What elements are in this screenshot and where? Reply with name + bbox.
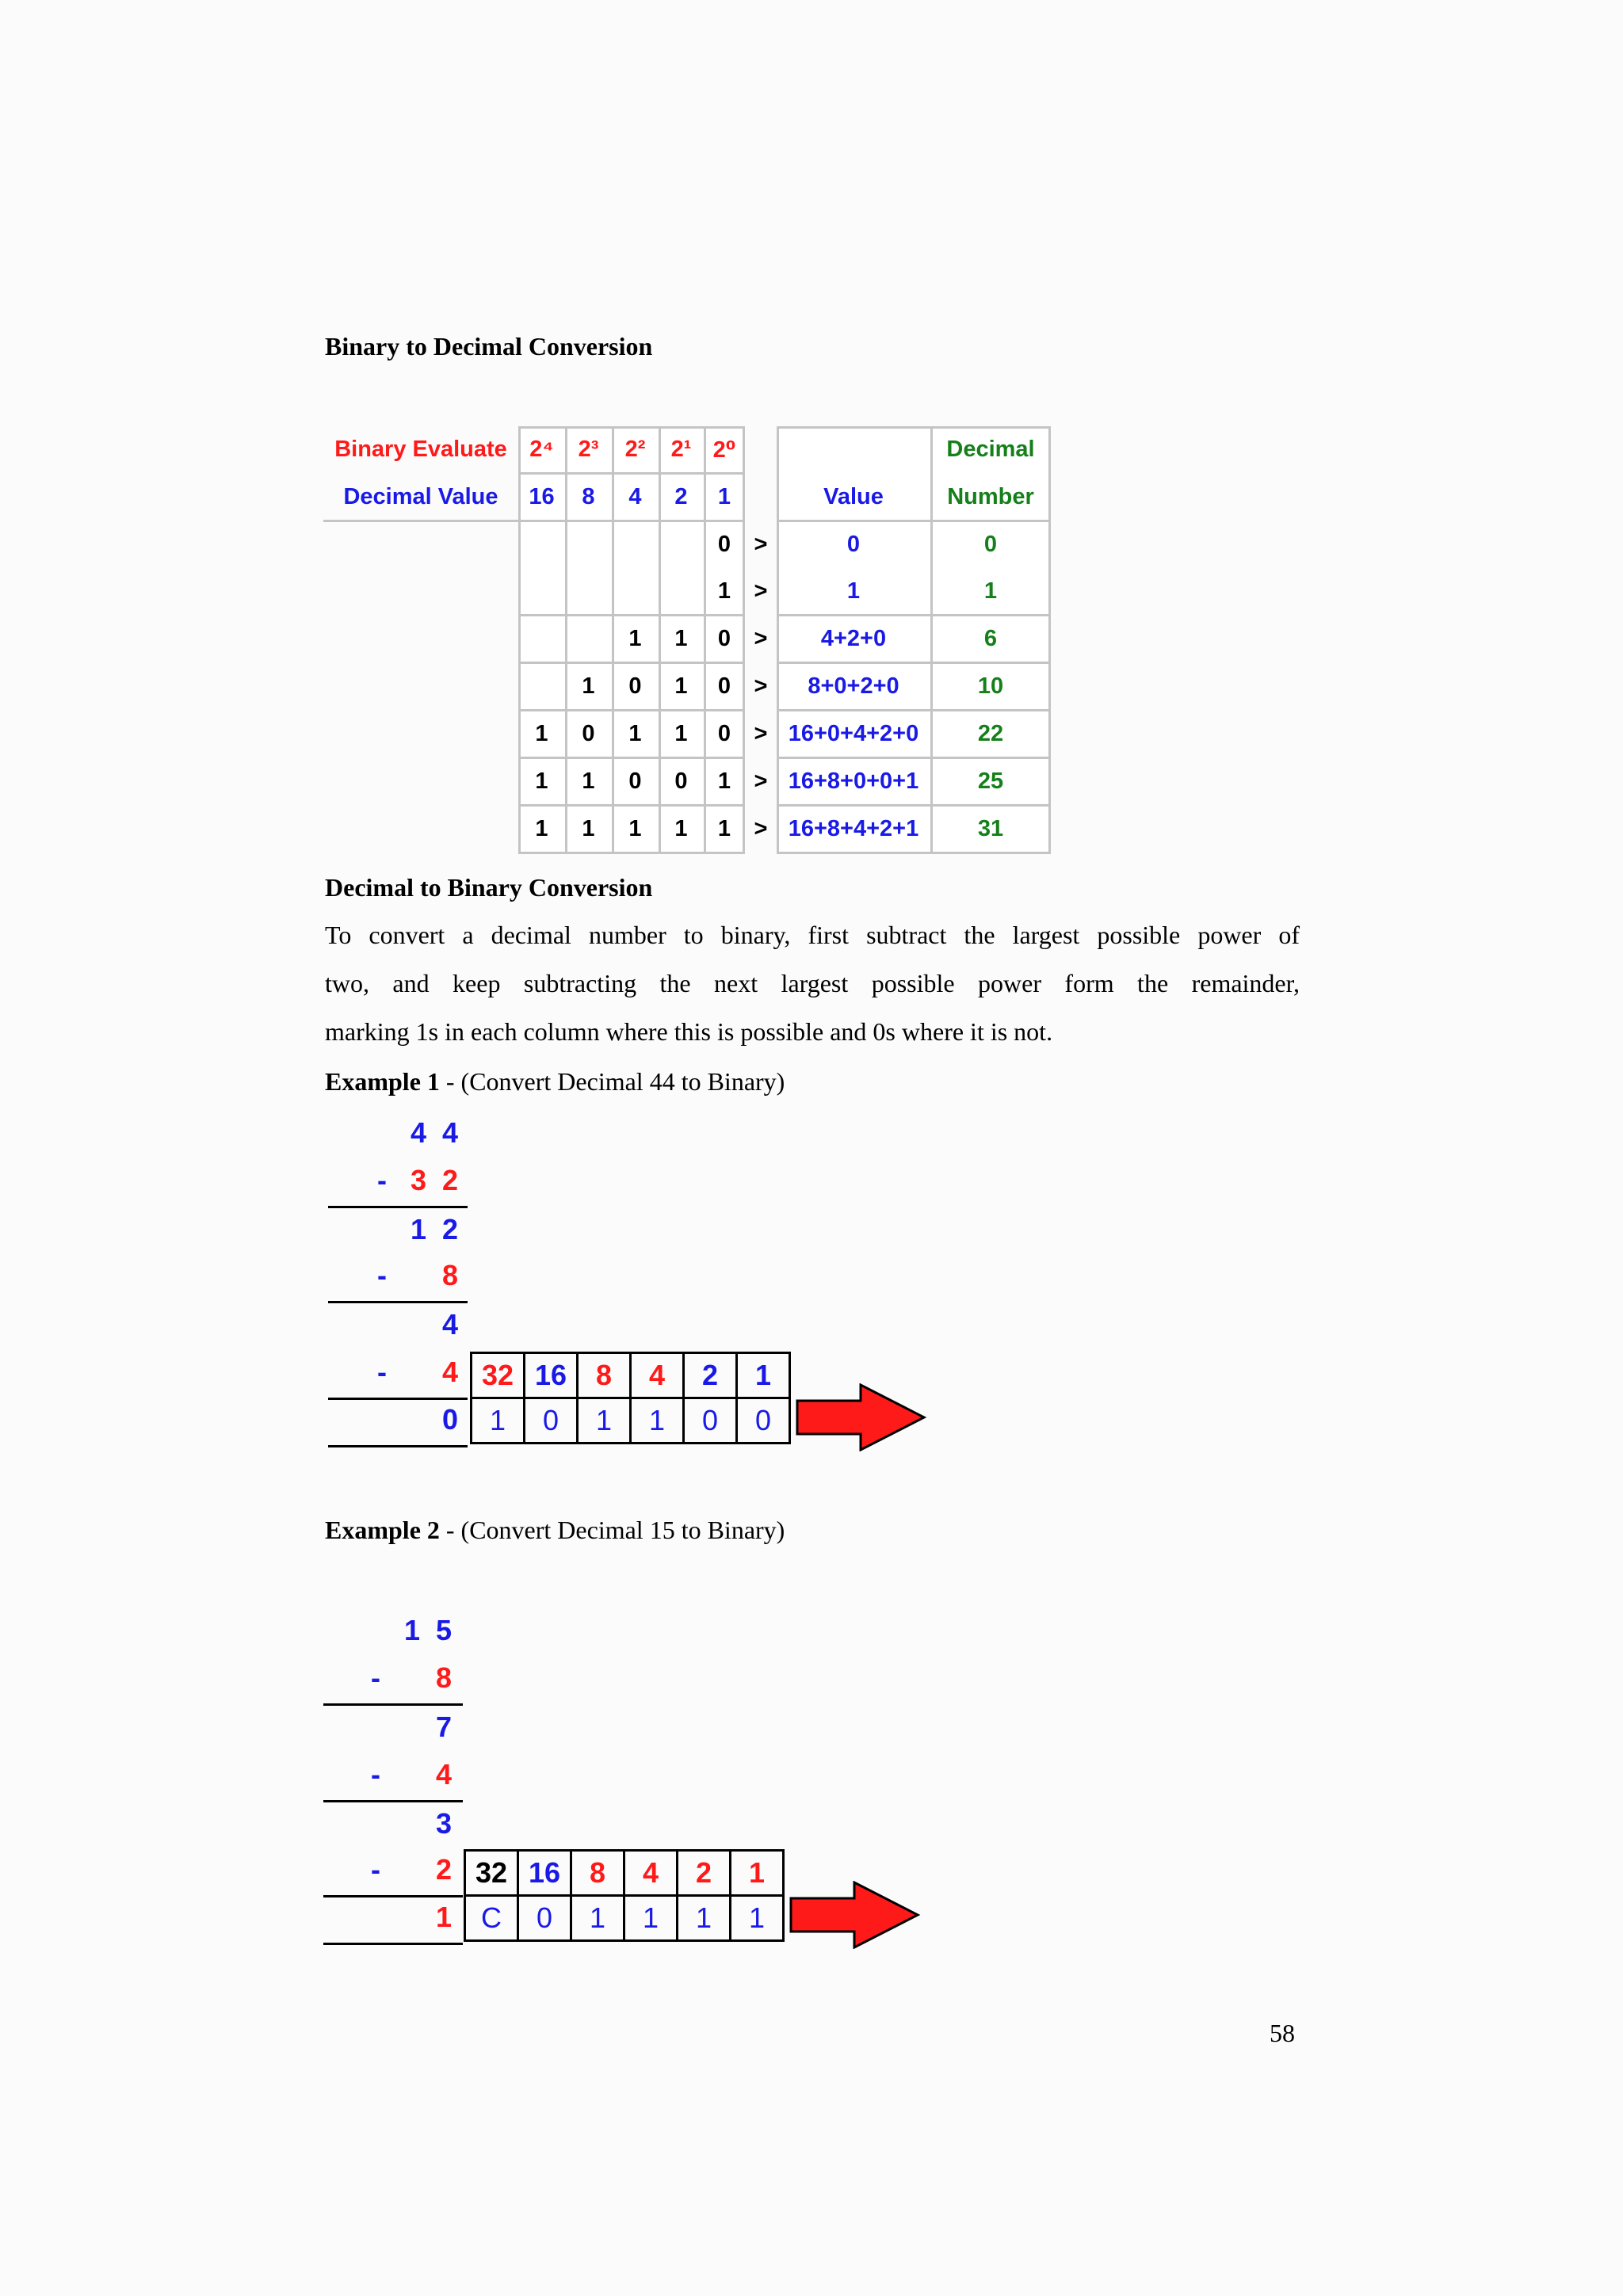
minus-sign: - (371, 1853, 380, 1886)
bit-cell: 0 (717, 673, 731, 699)
bit-cell: 0 (518, 1896, 571, 1941)
value-cell: 8+0+2+0 (808, 673, 899, 699)
decimal-cell: 10 (977, 673, 1004, 699)
value-cell: 0 (846, 531, 861, 557)
bit-cell: 1 (624, 1896, 678, 1941)
arrow-sep: > (754, 578, 768, 604)
subtraction-rule (323, 1703, 463, 1706)
bit-cell: C (465, 1896, 518, 1941)
bit-cell: 1 (628, 815, 642, 841)
place-value-cell: 16 (529, 483, 555, 509)
bit-cell: 1 (628, 625, 642, 651)
power-cell: 1 (737, 1353, 790, 1398)
bit-cell: 1 (571, 1896, 624, 1941)
bit-cell: 0 (628, 768, 642, 794)
bit-cell: 0 (628, 673, 642, 699)
power-cell: 2¹ (670, 436, 692, 462)
arrow-sep: > (754, 768, 768, 794)
right-arrow-icon (789, 1881, 924, 1949)
value-header: Value (823, 483, 884, 509)
explanation-line-3: marking 1s in each column where this is possible and 0s where it is not. (325, 1017, 1053, 1046)
bit-cell: 1 (535, 720, 548, 746)
digit: 8 (435, 1661, 453, 1694)
bit-cell: 1 (717, 578, 731, 604)
bit-cell: 1 (535, 768, 548, 794)
explanation-line-1 (325, 911, 1300, 959)
digit: 5 (435, 1614, 453, 1646)
bit-cell: 1 (582, 673, 595, 699)
subtraction-rule (328, 1301, 468, 1303)
value-cell: 1 (846, 578, 861, 604)
right-arrow-icon (796, 1383, 930, 1451)
bit-cell: 1 (628, 720, 642, 746)
decimal-cell: 1 (983, 578, 998, 604)
page-number: 58 (1270, 2019, 1295, 2047)
subtraction-rule (323, 1895, 463, 1897)
value-cell: 16+0+4+2+0 (788, 720, 919, 746)
bit-cell: 1 (731, 1896, 784, 1941)
arrow-sep: > (754, 815, 768, 841)
bit-cell: 0 (737, 1398, 790, 1444)
power-cell: 16 (525, 1353, 578, 1398)
example1-label-rest: - (Convert Decimal 44 to Binary) (439, 1067, 785, 1096)
value-cell: 16+8+4+2+1 (788, 815, 919, 841)
digit: 2 (435, 1853, 453, 1886)
digit: 3 (410, 1164, 427, 1196)
power-cell: 2 (678, 1851, 731, 1896)
digit: 7 (435, 1711, 453, 1743)
bit-cell: 1 (582, 815, 595, 841)
powers-row (472, 1353, 790, 1398)
digit: 1 (435, 1901, 453, 1933)
bit-cell: 1 (674, 815, 688, 841)
bit-cell: 1 (578, 1398, 631, 1444)
digit: 4 (441, 1308, 459, 1341)
bits-row (472, 1398, 790, 1444)
bit-cell: 0 (717, 720, 731, 746)
bit-cell: 1 (674, 673, 688, 699)
decimal-cell: 22 (977, 720, 1004, 746)
bit-cell: 0 (674, 768, 688, 794)
power-cell: 2³ (578, 436, 599, 462)
place-value-cell: 8 (582, 483, 595, 509)
power-cell: 4 (624, 1851, 678, 1896)
example2-label-rest: - (Convert Decimal 15 to Binary) (439, 1516, 785, 1544)
header-underline (323, 520, 521, 522)
minus-sign: - (377, 1164, 387, 1196)
bit-cell: 1 (582, 768, 595, 794)
example1-label (325, 1067, 785, 1097)
example2-label (325, 1516, 785, 1545)
power-cell: 2⁴ (529, 436, 554, 462)
bit-cell: 0 (684, 1398, 737, 1444)
binary-evaluate-label: Binary Evaluate (334, 436, 507, 462)
bit-cell: 1 (674, 625, 688, 651)
place-value-cell: 1 (717, 483, 731, 509)
arrow-sep: > (754, 673, 768, 699)
minus-sign: - (377, 1356, 387, 1388)
subtraction-rule (323, 1800, 463, 1802)
explanation-line-2 (325, 959, 1300, 1008)
arrow-sep: > (754, 720, 768, 746)
bit-cell: 1 (631, 1398, 684, 1444)
bit-cell: 1 (717, 815, 731, 841)
example2-worksheet (323, 1615, 926, 1947)
digit: 1 (403, 1614, 421, 1646)
digit: 4 (410, 1116, 427, 1149)
example1-worksheet (328, 1117, 930, 1450)
subtraction-rule (328, 1398, 468, 1400)
power-cell: 32 (465, 1851, 518, 1896)
decimal-value-label: Decimal Value (343, 483, 498, 509)
bit-cell: 0 (717, 531, 731, 557)
example2-bit-table (464, 1849, 785, 1942)
bit-cell: 1 (674, 720, 688, 746)
subtraction-rule (328, 1445, 468, 1447)
subtraction-rule (323, 1943, 463, 1945)
example1-label-bold: Example 1 (325, 1067, 440, 1096)
bits-row (465, 1896, 784, 1941)
arrow-sep: > (754, 531, 768, 557)
value-cell: 4+2+0 (820, 625, 887, 651)
digit: 8 (441, 1259, 459, 1291)
powers-row (465, 1851, 784, 1896)
line-text: two, and keep subtracting the next largest possible power form the remainder, (325, 969, 1300, 997)
power-cell: 32 (472, 1353, 525, 1398)
power-cell: 2 (684, 1353, 737, 1398)
digit: 4 (441, 1356, 459, 1388)
minus-sign: - (377, 1259, 387, 1291)
power-cell: 4 (631, 1353, 684, 1398)
decimal-header-line2: Number (947, 483, 1034, 509)
place-value-cell: 2 (674, 483, 688, 509)
minus-sign: - (371, 1758, 380, 1791)
bit-cell: 1 (472, 1398, 525, 1444)
decimal-cell: 25 (977, 768, 1004, 794)
digit: 3 (435, 1807, 453, 1840)
minus-sign: - (371, 1661, 380, 1694)
conversion-table (323, 426, 1052, 854)
digit: 2 (441, 1164, 459, 1196)
bit-cell: 0 (525, 1398, 578, 1444)
subtraction-rule (328, 1206, 468, 1208)
decimal-cell: 6 (983, 625, 998, 651)
digit: 2 (441, 1213, 459, 1245)
line-text: To convert a decimal number to binary, first subtract the largest possible power of (325, 921, 1300, 949)
section-heading-decimal-to-binary: Decimal to Binary Conversion (325, 873, 653, 902)
power-cell: 2⁰ (712, 437, 736, 463)
digit: 4 (435, 1758, 453, 1791)
power-cell: 8 (571, 1851, 624, 1896)
power-cell: 2² (624, 436, 646, 462)
decimal-cell: 31 (977, 815, 1004, 841)
bit-cell: 1 (535, 815, 548, 841)
power-cell: 8 (578, 1353, 631, 1398)
decimal-cell: 0 (983, 531, 998, 557)
bit-cell: 1 (717, 768, 731, 794)
value-cell: 16+8+0+0+1 (788, 768, 919, 794)
arrow-sep: > (754, 625, 768, 651)
section-heading-binary-to-decimal: Binary to Decimal Conversion (325, 332, 653, 360)
decimal-header-line1: Decimal (946, 436, 1035, 462)
power-cell: 1 (731, 1851, 784, 1896)
digit: 4 (441, 1116, 459, 1149)
example2-label-bold: Example 2 (325, 1516, 440, 1544)
bit-cell: 0 (582, 720, 595, 746)
bit-cell: 1 (678, 1896, 731, 1941)
digit: 0 (441, 1403, 459, 1436)
example1-bit-table (470, 1352, 791, 1444)
place-value-cell: 4 (628, 483, 642, 509)
digit: 1 (410, 1213, 427, 1245)
power-cell: 16 (518, 1851, 571, 1896)
bit-cell: 0 (717, 625, 731, 651)
